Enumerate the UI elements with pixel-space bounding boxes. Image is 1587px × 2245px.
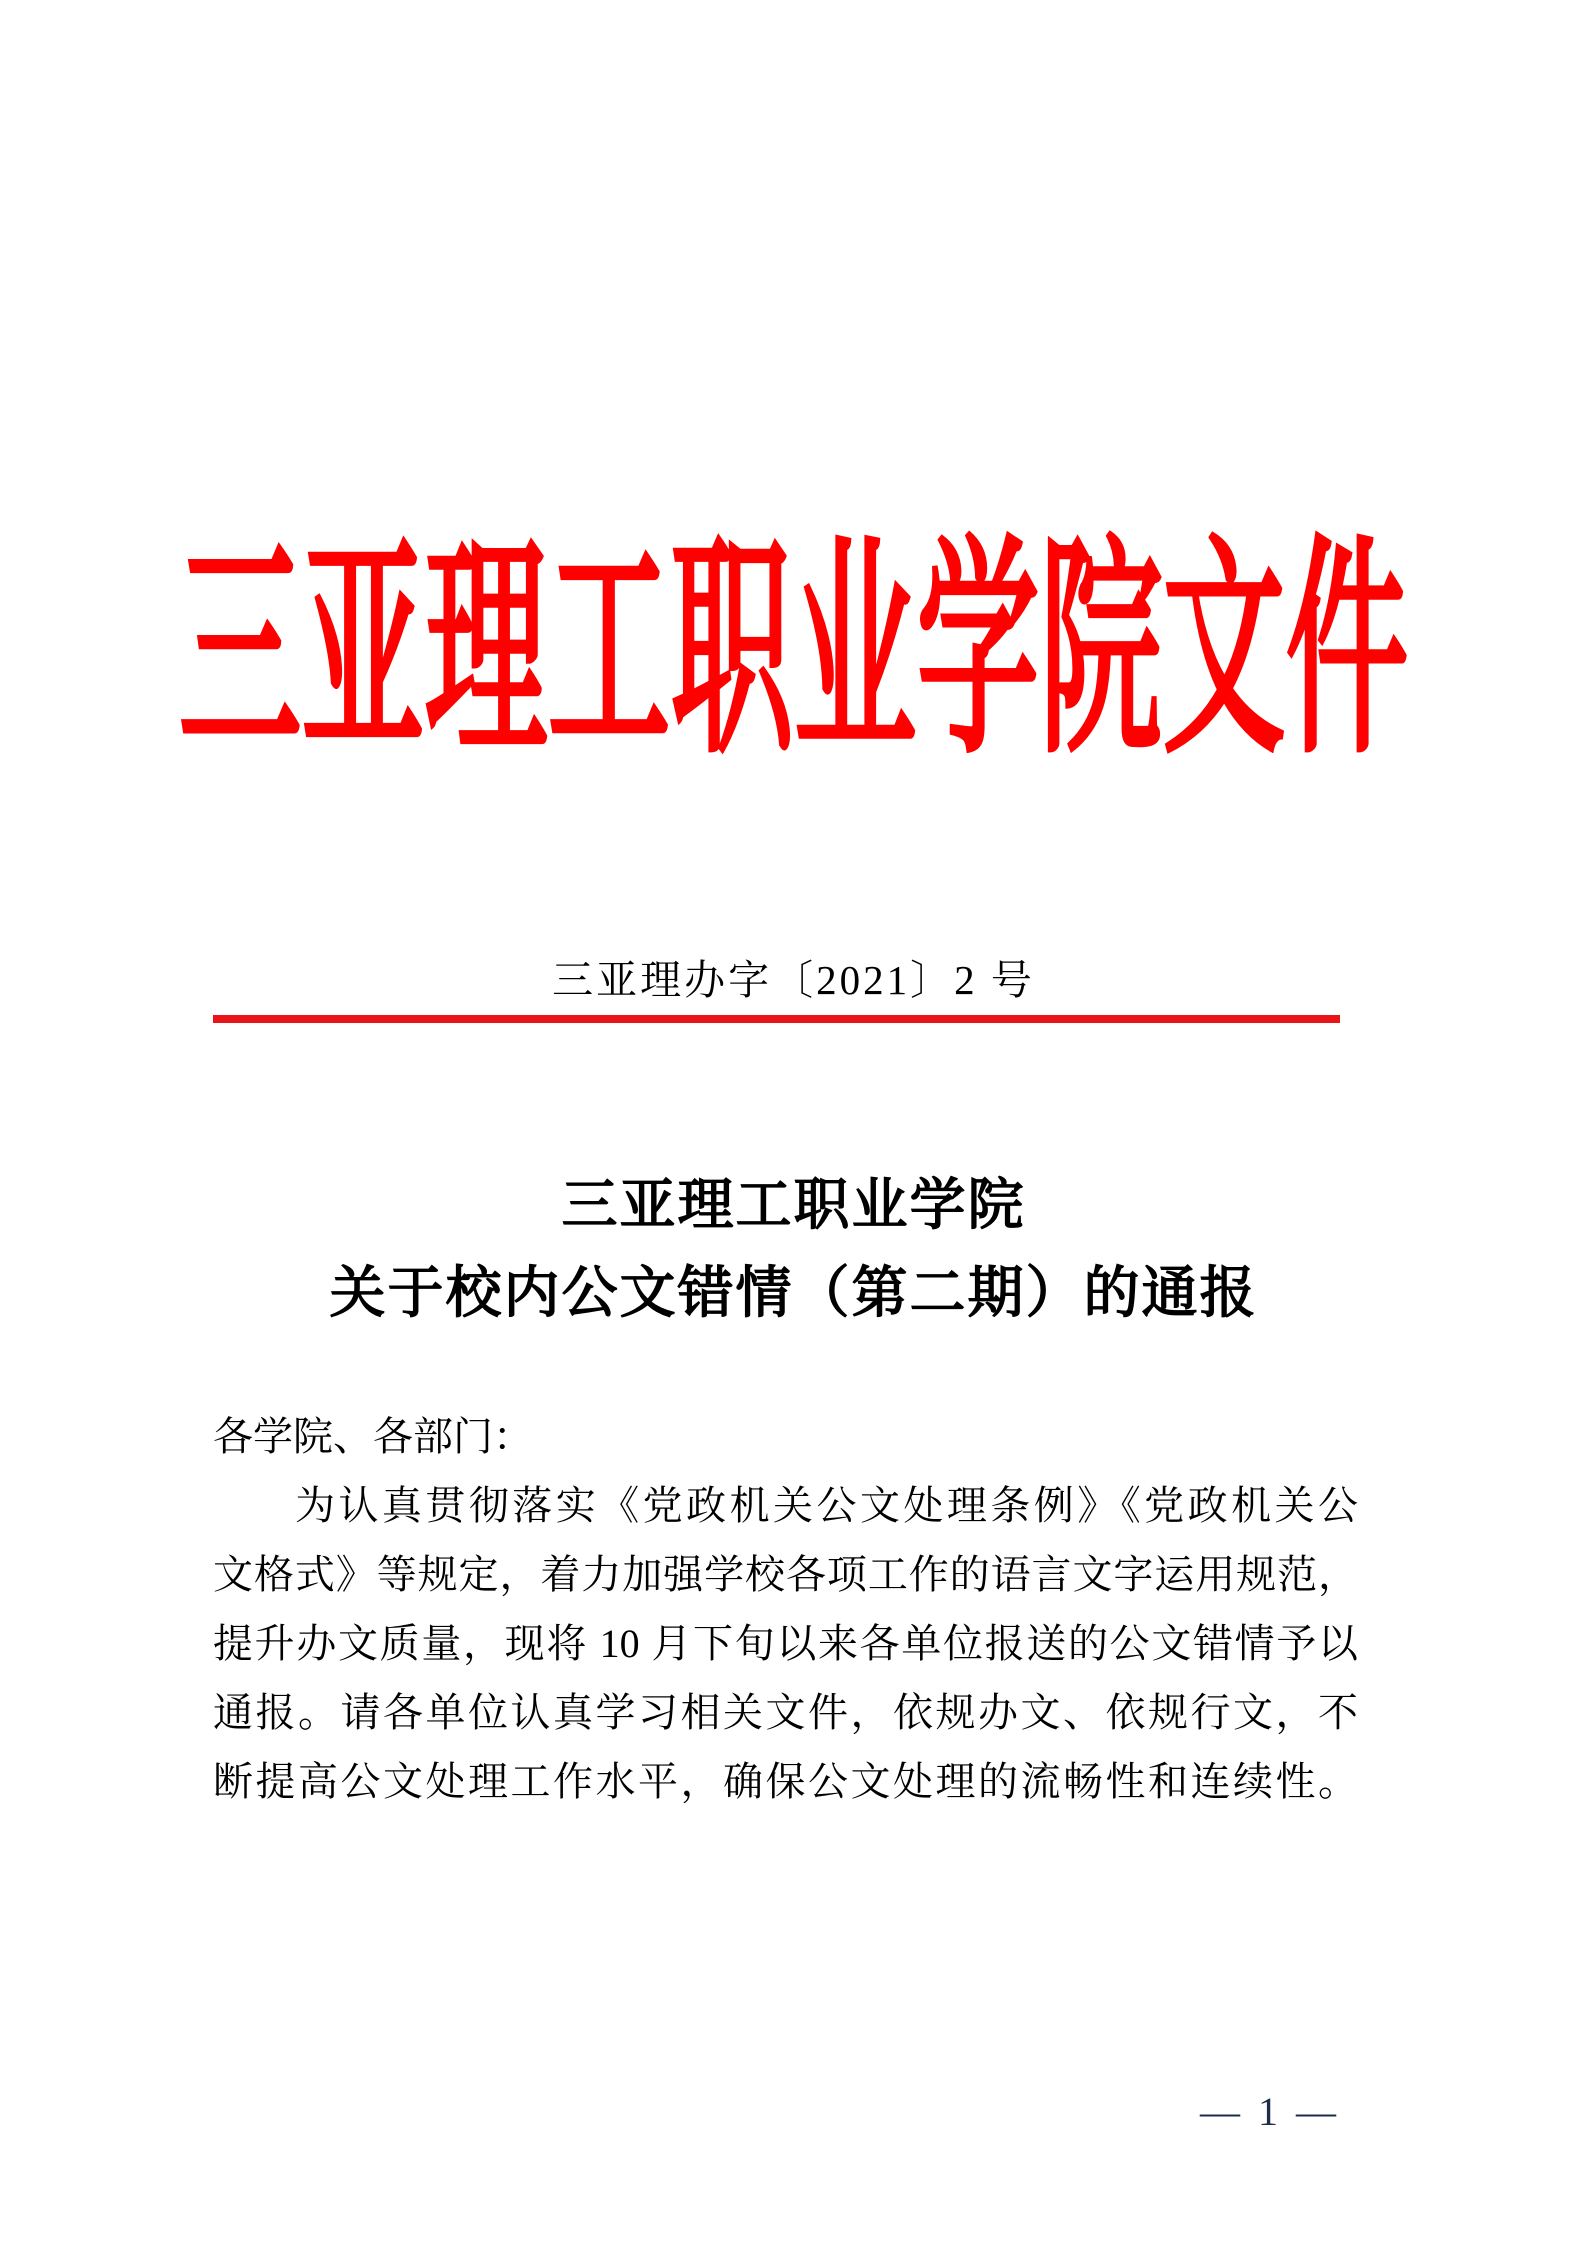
document-number: 三亚理办字〔2021〕2 号 [552,957,1035,1003]
salutation-line: 各学院、各部门： [213,1414,533,1459]
body-line-5: 断提高公文处理工作水平，确保公文处理的流畅性和连续性。 [213,1759,1358,1804]
page-number: — 1 — [1200,2089,1340,2134]
body-line-3: 提升办文质量，现将 10 月下旬以来各单位报送的公文错情予以 [213,1621,1358,1666]
document-header [0,521,1587,782]
document-body [213,1402,1358,1816]
document-header-title: 三亚理工职业学院文件 [178,521,1409,782]
body-line-1: 为认真贯彻落实《党政机关公文处理条例》《党政机关公 [295,1483,1358,1528]
document-title-line-1: 三亚理工职业学院 [561,1175,1026,1237]
body-line-4: 通报。请各单位认真学习相关文件，依规办文、依规行文，不 [213,1690,1358,1735]
red-separator-line [213,1015,1340,1023]
document-title [0,1162,1587,1338]
document-title-line-2: 关于校内公文错情（第二期）的通报 [329,1263,1258,1325]
body-line-2: 文格式》等规定，着力加强学校各项工作的语言文字运用规范， [213,1552,1358,1597]
